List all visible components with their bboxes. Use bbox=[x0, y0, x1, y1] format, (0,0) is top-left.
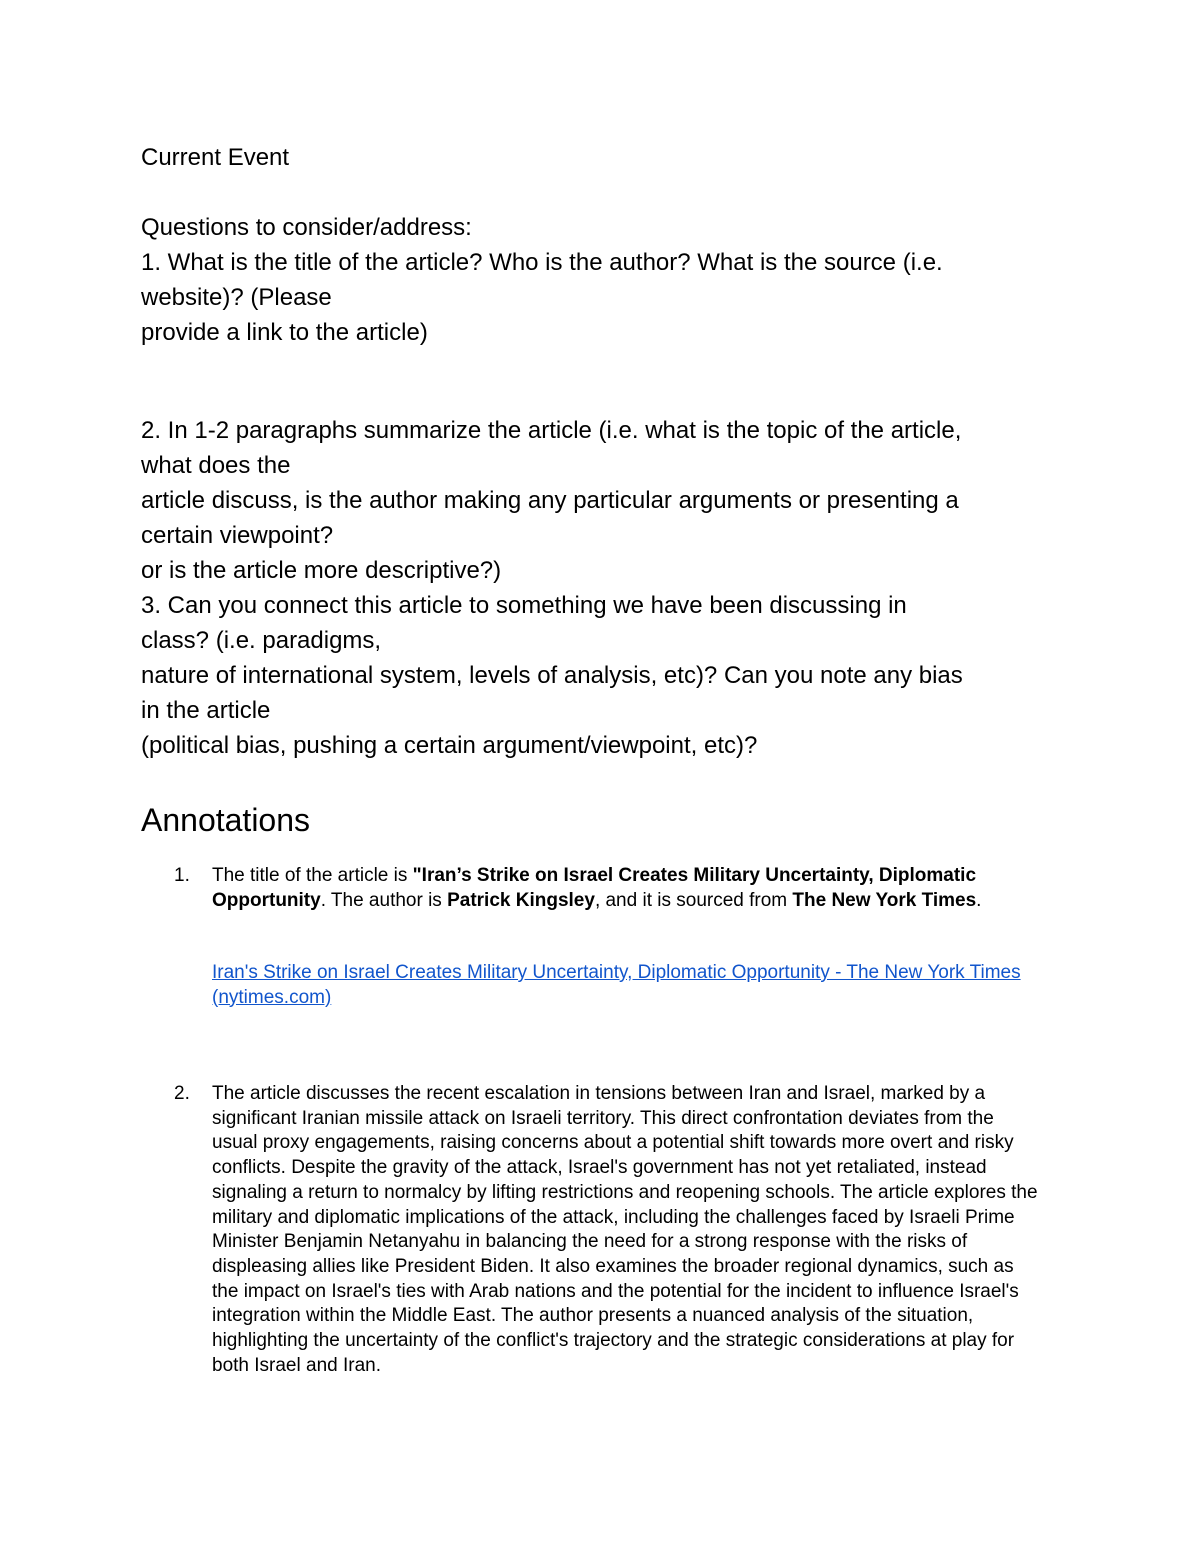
question-line: or is the article more descriptive?) bbox=[141, 557, 502, 584]
annotation-1-end: . bbox=[976, 889, 982, 911]
questions-heading: Questions to consider/address: bbox=[141, 214, 472, 241]
question-line: article discuss, is the author making any particular arguments or presenting a bbox=[141, 487, 959, 514]
annotation-1-prefix: The title of the article is bbox=[212, 865, 413, 886]
article-author: Patrick Kingsley bbox=[447, 889, 595, 911]
article-link[interactable]: Iran's Strike on Israel Creates Military Uncertainty, Diplomatic Opportunity - The New York Times (nytimes.com) bbox=[212, 962, 1021, 1008]
document-title: Current Event bbox=[141, 144, 290, 171]
question-line: 3. Can you connect this article to something we have been discussing in bbox=[141, 592, 907, 619]
question-line: provide a link to the article) bbox=[141, 319, 428, 346]
question-line: 2. In 1-2 paragraphs summarize the article (i.e. what is the topic of the article, bbox=[141, 417, 962, 444]
question-line: in the article bbox=[141, 697, 271, 724]
annotation-2: The article discusses the recent escalation in tensions between Iran and Israel, marked by a significant Iranian missile attack on Israeli territory. This direct confrontation deviates from the usual proxy engagements, raising concerns about a potential shift towards more overt and risky conflicts. Despite the gravity of the attack, Israel's government has not yet retaliated, instead signaling a return to normalcy by lifting restrictions and reopening schools. The article explores the military and diplomatic implications of the attack, including the challenges faced by Israeli Prime Minister Benjamin Netanyahu in balancing the need for a strong response with the risks of displeasing allies like President Biden. It also examines the broader regional dynamics, such as the impact on Israel's ties with Arab nations and the potential for the incident to influence Israel's integration within the Middle East. The author presents a nuanced analysis of the situation, highlighting the uncertainty of the conflict's trajectory and the strategic considerations at play for both Israel and Iran. bbox=[212, 1083, 1038, 1376]
annotation-1-mid2: , and it is sourced from bbox=[594, 889, 793, 911]
list-number: 1. bbox=[174, 865, 190, 886]
annotation-1-mid1: . The author is bbox=[320, 889, 448, 911]
question-line: class? (i.e. paradigms, bbox=[141, 627, 382, 654]
question-line: certain viewpoint? bbox=[141, 522, 334, 549]
question-line: nature of international system, levels of analysis, etc)? Can you note any bias bbox=[141, 662, 963, 689]
article-title: "Iran’s Strike on Israel Creates Military Uncertainty, Diplomatic Opportunity bbox=[212, 865, 977, 911]
question-line: what does the bbox=[141, 452, 291, 479]
annotation-1 bbox=[212, 864, 1042, 913]
article-source: The New York Times bbox=[792, 889, 977, 911]
question-line: (political bias, pushing a certain argument/viewpoint, etc)? bbox=[141, 732, 758, 759]
list-number: 2. bbox=[174, 1083, 190, 1104]
question-line: 1. What is the title of the article? Who is the author? What is the source (i.e. bbox=[141, 249, 943, 276]
annotations-heading: Annotations bbox=[141, 802, 311, 838]
question-line: website)? (Please bbox=[141, 284, 332, 311]
